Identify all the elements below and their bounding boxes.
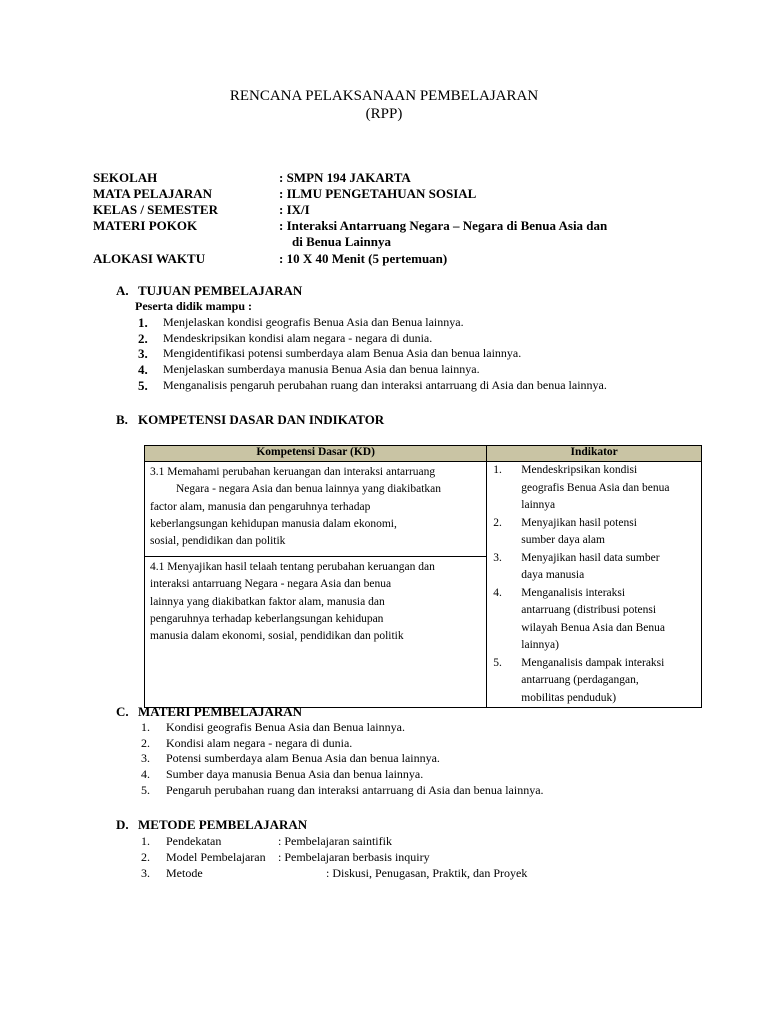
identity-label: ALOKASI WAKTU xyxy=(93,251,206,266)
kd-line: Menyajikan hasil telaah tentang perubahan keruangan dan xyxy=(167,561,435,574)
item-number: 5. xyxy=(141,782,150,797)
kd-line: interaksi antarruang Negara - negara Asia dan benua xyxy=(150,578,392,591)
kd-line: factor alam, manusia dan pengaruhnya terhadap xyxy=(150,500,371,513)
competency-table xyxy=(144,445,702,708)
identity-label: KELAS / SEMESTER xyxy=(93,202,218,217)
item-text: Mengidentifikasi potensi sumberdaya alam Benua Asia dan benua lainnya. xyxy=(163,346,522,361)
indicator-item xyxy=(493,462,695,515)
identity-value: : SMPN 194 JAKARTA xyxy=(279,170,411,185)
item-number: 5. xyxy=(138,377,148,393)
indicator-cell xyxy=(487,462,702,708)
document-subtitle: (RPP) xyxy=(365,106,403,122)
item-number: 3. xyxy=(141,751,150,766)
document-title: RENCANA PELAKSANAAN PEMBELAJARAN xyxy=(229,88,539,104)
item-number: 4. xyxy=(141,767,150,782)
kd-4-1 xyxy=(145,557,486,647)
indicator-line: Menganalisis dampak interaksi xyxy=(521,656,665,669)
item-number: 1. xyxy=(141,834,150,848)
identity-label: MATA PELAJARAN xyxy=(93,186,213,201)
kd-number: 4.1 xyxy=(150,561,165,574)
kd-cell xyxy=(145,462,487,557)
indicator-item xyxy=(493,585,695,655)
indicator-list xyxy=(487,462,701,707)
section-letter: A. xyxy=(116,283,129,298)
section-title: KOMPETENSI DASAR DAN INDIKATOR xyxy=(138,412,385,427)
column-header-indicator: Indikator xyxy=(487,446,702,462)
indicator-line: lainnya xyxy=(521,499,556,511)
identity-value: : 10 X 40 Menit (5 pertemuan) xyxy=(279,251,448,266)
item-text: Menganalisis pengaruh perubahan ruang dan interaksi antarruang di Asia dan benua lainnya. xyxy=(163,377,607,392)
kd-line: pengaruhnya terhadap keberlangsungan kehidupan xyxy=(150,613,384,626)
item-text: Sumber daya manusia Benua Asia dan benua lainnya. xyxy=(166,767,424,782)
identity-value: : Interaksi Antarruang Negara – Negara di Benua Asia dan xyxy=(279,218,608,233)
kd-line: Negara - negara Asia dan benua lainnya yang diakibatkan xyxy=(176,483,442,496)
method-value: : Diskusi, Penugasan, Praktik, dan Proyek xyxy=(326,866,528,880)
item-number: 2. xyxy=(141,850,150,864)
item-number: 2. xyxy=(138,330,148,346)
indicator-line: mobilitas penduduk) xyxy=(521,691,617,704)
indicator-number: 1. xyxy=(493,464,502,476)
section-letter: D. xyxy=(116,817,129,832)
kd-line: keberlangsungan kehidupan manusia dalam ekonomi, xyxy=(150,517,397,530)
item-text: Mendeskripsikan kondisi alam negara - negara di dunia. xyxy=(163,330,433,345)
method-label: Model Pembelajaran xyxy=(166,850,266,864)
indicator-line: wilayah Benua Asia dan Benua xyxy=(521,621,665,634)
indicator-item xyxy=(493,550,695,585)
identity-value: : IX/I xyxy=(279,202,310,217)
kd-line: manusia dalam ekonomi, sosial, pendidikan dan politik xyxy=(150,630,404,643)
item-number: 1. xyxy=(138,315,148,330)
section-title: MATERI PEMBELAJARAN xyxy=(138,704,303,719)
section-letter: C. xyxy=(116,704,129,719)
section-b-heading xyxy=(116,412,384,428)
item-number: 2. xyxy=(141,735,150,750)
identity-label: MATERI POKOK xyxy=(93,218,198,233)
item-text: Potensi sumberdaya alam Benua Asia dan benua lainnya. xyxy=(166,751,440,766)
column-header-kd: Kompetensi Dasar (KD) xyxy=(145,446,487,462)
item-number: 4. xyxy=(138,362,148,378)
indicator-number: 5. xyxy=(493,656,502,669)
item-text: Menjelaskan sumberdaya manusia Benua Asia dan benua lainnya. xyxy=(163,362,480,377)
section-a-subtitle: Peserta didik mampu : xyxy=(135,299,252,313)
identity-value-continued: di Benua Lainnya xyxy=(292,234,391,249)
kd-line: sosial, pendidikan dan politik xyxy=(150,535,286,548)
identity-value: : ILMU PENGETAHUAN SOSIAL xyxy=(279,186,477,201)
item-text: Kondisi geografis Benua Asia dan Benua lainnya. xyxy=(166,720,405,734)
method-label: Metode xyxy=(166,866,203,880)
item-text: Kondisi alam negara - negara di dunia. xyxy=(166,735,353,750)
section-title: METODE PEMBELAJARAN xyxy=(138,817,308,832)
table-header-row xyxy=(145,446,702,462)
indicator-line: antarruang (distribusi potensi xyxy=(521,604,657,616)
kd-cell xyxy=(145,557,487,708)
indicator-line: geografis Benua Asia dan benua xyxy=(521,481,670,494)
indicator-number: 2. xyxy=(493,516,502,529)
section-d-heading xyxy=(116,817,307,833)
indicator-number: 4. xyxy=(493,586,502,599)
indicator-line: Menganalisis interaksi xyxy=(521,586,626,599)
indicator-line: Menyajikan hasil potensi xyxy=(521,516,637,529)
indicator-line: Menyajikan hasil data sumber xyxy=(521,551,660,564)
kd-line: Memahami perubahan keruangan dan interaksi antarruang xyxy=(167,466,436,478)
indicator-line: sumber daya alam xyxy=(521,534,605,546)
indicator-number: 3. xyxy=(493,551,502,564)
item-number: 1. xyxy=(141,720,150,734)
table-row xyxy=(145,462,702,557)
method-label: Pendekatan xyxy=(166,834,222,848)
indicator-line: antarruang (perdagangan, xyxy=(521,674,639,686)
indicator-item xyxy=(493,655,695,708)
indicator-line: Mendeskripsikan kondisi xyxy=(521,464,638,476)
indicator-line: lainnya) xyxy=(521,639,559,651)
item-text: Pengaruh perubahan ruang dan interaksi antarruang di Asia dan benua lainnya. xyxy=(166,782,544,797)
section-c-heading xyxy=(116,704,302,720)
section-a-heading xyxy=(116,283,302,299)
kd-3-1 xyxy=(145,462,486,552)
kd-line: lainnya yang diakibatkan faktor alam, manusia dan xyxy=(150,595,385,608)
section-letter: B. xyxy=(116,412,128,427)
method-value: : Pembelajaran saintifik xyxy=(278,834,392,848)
method-value: : Pembelajaran berbasis inquiry xyxy=(278,850,430,864)
section-title: TUJUAN PEMBELAJARAN xyxy=(138,283,303,298)
indicator-line: daya manusia xyxy=(521,569,585,581)
item-number: 3. xyxy=(141,866,150,880)
item-text: Menjelaskan kondisi geografis Benua Asia dan Benua lainnya. xyxy=(163,315,464,329)
identity-label: SEKOLAH xyxy=(93,170,158,185)
indicator-item xyxy=(493,515,695,550)
kd-number: 3.1 xyxy=(150,466,165,478)
item-number: 3. xyxy=(138,346,148,362)
